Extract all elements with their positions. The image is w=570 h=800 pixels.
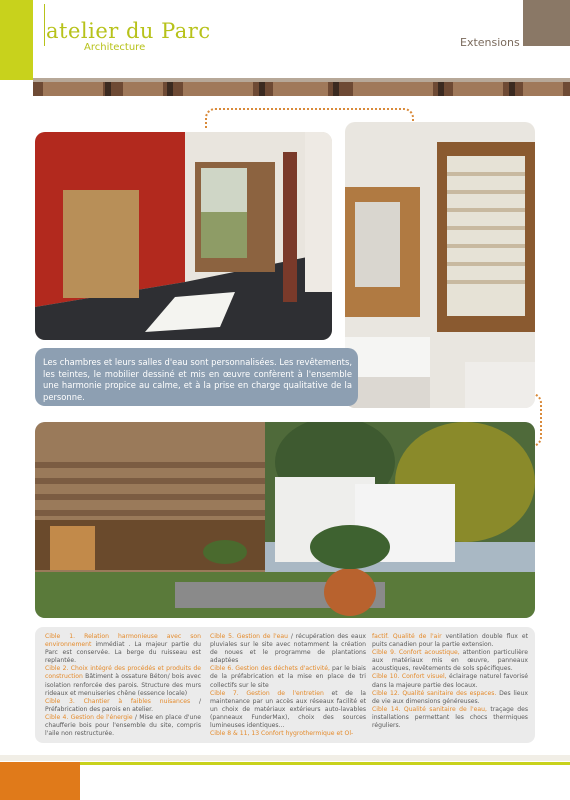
targets-column-1 (45, 633, 201, 738)
lime-accent-bar (0, 0, 33, 80)
photo-caption: Les chambres et leurs salles d'eau sont personnalisées. Les revêtements, les teintes, le mobilier dessiné et mis en œuvre confèrent à l'ensemble une harmonie propice au calme, et à la prise en charge qualitative de la personne. (35, 348, 358, 406)
target-item: factif. Qualité de l'air ventilation double flux et puits canadien pour la partie extension. (372, 633, 528, 649)
target-item: Cible 5. Gestion de l'eau / récupération des eaux pluviales sur le site avec notamment la création de noues et le programme de plantations adaptées (210, 633, 366, 665)
logo-tagline: Architecture (84, 42, 146, 53)
target-item: Cible 12. Qualité sanitaire des espaces. Des lieux de vie aux dimensions généreuses. (372, 689, 528, 705)
target-item: Cible 10. Confort visuel, éclairage naturel favorisé dans la majeure partie des locaux. (372, 673, 529, 689)
bedroom-photo (35, 132, 332, 340)
target-item: Cible 7. Gestion de l'entretien et de la maintenance par un accès aux réseaux facilité et un choix de matériaux extérieurs auto-lavables (panneaux FunderMax), choix des sources lumineuses identiques... (210, 689, 366, 730)
target-item: Cible 9. Confort acoustique, attention particulière aux matériaux mis en œuvre, panneaux acoustiques, revêtements de sols spécifiques. (372, 649, 528, 673)
bathroom-photo (345, 122, 535, 408)
targets-column-3 (372, 633, 528, 730)
exterior-photo (35, 422, 535, 618)
target-item: Cible 8 & 11, 13 Confort hygrothermique et Ol- (210, 730, 354, 738)
footer-lime-rule (80, 762, 570, 765)
target-item: Cible 2. Choix intégré des procédés et produits de construction Bâtiment à ossature Béton/ bois avec isolation renforcée des parois. Structure des murs rideaux et menuiseries chêne (essence locale) (45, 665, 201, 697)
logo-rule (44, 4, 45, 46)
target-item: Cible 6. Gestion des déchets d'activité, par le biais de la préfabrication et la mise en place de tri collectifs sur le site (210, 665, 366, 689)
target-item: Cible 4. Gestion de l'énergie / Mise en place d'une chaufferie bois pour l'ensemble du site, compris l'aile non restructurée. (45, 713, 201, 738)
target-item: Cible 1. Relation harmonieuse avec son environnement immédiat . La majeur partie du Parc est conservée. La berge du ruisseau est replantée. (45, 633, 201, 665)
facade-strip-photo (33, 78, 570, 96)
target-item: Cible 3. Chantier à faibles nuisances / Préfabrication des parois en atelier. (45, 697, 202, 713)
brown-corner-block (523, 0, 570, 46)
logo (46, 20, 211, 54)
footer-orange-block (0, 762, 80, 800)
footer-band (0, 755, 570, 761)
target-item: Cible 14. Qualité sanitaire de l'eau, traçage des installations permettant les chocs thermiques réguliers. (372, 705, 528, 730)
logo-name: atelier du Parc (46, 19, 211, 43)
section-title: Extensions (460, 36, 520, 49)
targets-column-2 (210, 633, 366, 738)
